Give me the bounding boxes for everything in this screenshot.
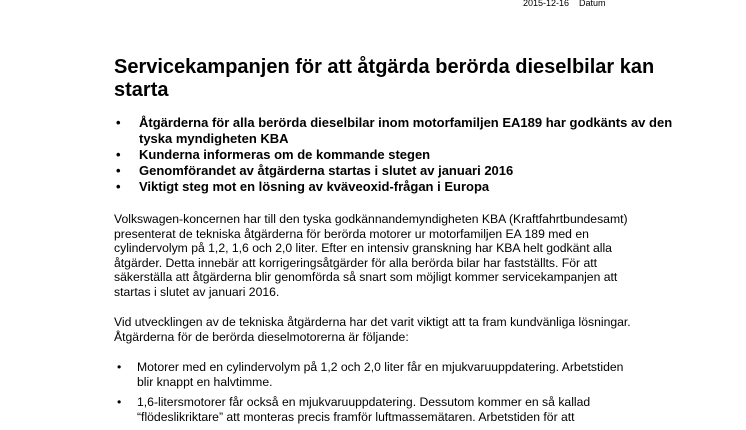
body-paragraph: Volkswagen-koncernen har till den tyska godkännandemyndigheten KBA (Kraftfahrtbundesamt) presenterat de tekniska åtgärderna för berörda motorer ur motorfamiljen EA 189 med en cylindervolym på 1,2, 1,6 och 2,0 liter. Efter en intensiv granskning har KBA helt godkänt alla åtgärder. Detta innebär att korrigeringsåtgärder för alla berörda bilar har fastställts. För att säkerställa att åtgärderna blir genomförda så snart som möjligt kommer servicekampanjen att startas i slutet av januari 2016. — [114, 212, 628, 299]
date-label: Datum — [579, 0, 606, 8]
bullet-icon: • — [116, 147, 121, 162]
measure-item-text: 1,6-litersmotorer får också en mjukvaruuppdatering. Dessutom kommer en så kallad “flödeslikriktare” att monteras precis framför luftmassemätaren. Arbetstiden för att — [137, 395, 591, 424]
header-date — [523, 0, 606, 8]
summary-bullet — [114, 163, 674, 179]
measure-item-text: Motorer med en cylindervolym på 1,2 och 2,0 liter får en mjukvaruuppdatering. Arbetstiden blir knappt en halvtimme. — [137, 360, 624, 389]
bullet-icon: • — [117, 360, 122, 374]
summary-bullet-text: Kunderna informeras om de kommande stegen — [139, 147, 431, 162]
measure-item — [114, 395, 634, 424]
summary-bullets — [114, 115, 674, 195]
date-value: 2015-12-16 — [523, 0, 570, 8]
bullet-icon: • — [116, 179, 121, 194]
measures-list — [114, 360, 634, 430]
bullet-icon: • — [116, 163, 121, 178]
summary-bullet-text: Åtgärderna för alla berörda dieselbilar inom motorfamiljen EA189 har godkänts av den tyska myndigheten KBA — [139, 115, 673, 146]
bullet-icon: • — [117, 395, 122, 410]
summary-bullet — [114, 147, 674, 163]
summary-bullet-text: Genomförandet av åtgärderna startas i slutet av januari 2016 — [139, 163, 514, 178]
summary-bullet — [114, 115, 674, 147]
body-paragraph: Vid utvecklingen av de tekniska åtgärderna har det varit viktigt att ta fram kundvänliga lösningar. Åtgärderna för de berörda dieselmotorerna är följande: — [114, 315, 631, 344]
page-title: Servicekampanjen för att åtgärda berörda dieselbilar kan starta — [114, 56, 655, 101]
bullet-icon: • — [116, 115, 121, 130]
summary-bullet-text: Viktigt steg mot en lösning av kväveoxid-frågan i Europa — [139, 179, 490, 194]
measure-item — [114, 360, 634, 389]
summary-bullet — [114, 179, 674, 195]
